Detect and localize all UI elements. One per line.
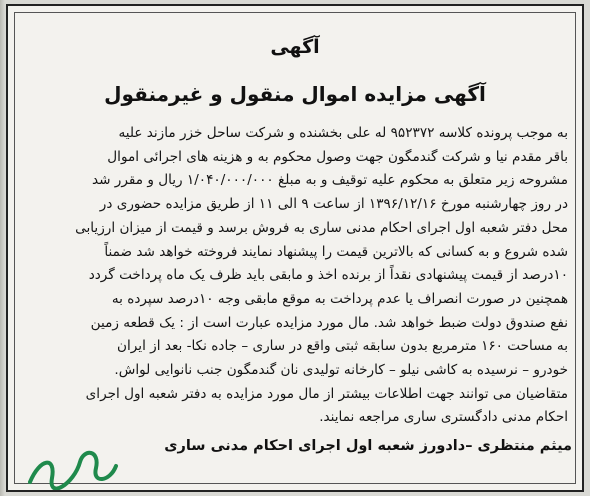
body-line: در روز چهارشنبه مورخ ۱۳۹۶/۱۲/۱۶ از ساعت ۹ الی ۱۱ از طریق مزایده حضوری در xyxy=(99,196,568,213)
body-line: خودرو – نرسیده به کاشی نیلو – کارخانه تولیدی نان گندمگون جنب نانوایی لواش. xyxy=(114,362,568,379)
body-line: به موجب پرونده کلاسه ۹۵۲۳۷۲ له علی بخشنده و شرکت ساحل خزر مازند علیه xyxy=(118,125,568,141)
body-line: باقر مقدم نیا و شرکت گندمگون جهت وصول محکوم به و هزینه های اجرائی اموال xyxy=(107,148,568,165)
body-line: به مساحت ۱۶۰ مترمربع بدون سابقه ثبتی واقع در ساری – جاده نکا- بعد از ایران xyxy=(117,338,568,355)
body-line: همچنین در صورت انصراف یا عدم پرداخت به موقع مابقی وجه ۱۰درصد سپرده به xyxy=(111,290,568,307)
body-line: محل دفتر شعبه اول اجرای احکام مدنی ساری به فروش برسد و قیمت از میزان ارزیابی xyxy=(75,219,568,236)
body-line: ۱۰درصد از قیمت پیشنهادی نقداً از برنده اخذ و مابقی باید ظرف یک ماه پرداخت گردد xyxy=(88,267,568,284)
body-line: شده شروع و به کسانی که بالاترین قیمت را پیشنهاد نمایند فروخته خواهد شد ضمناً xyxy=(104,243,568,260)
notice-subtitle: آگهی مزایده اموال منقول و غیرمنقول xyxy=(104,82,486,106)
handwritten-mark xyxy=(22,438,122,490)
notice-title: آگهی xyxy=(270,36,320,58)
newspaper-notice xyxy=(6,4,584,492)
page-edge-shadow xyxy=(0,0,5,496)
body-line: مشروحه زیر متعلق به محکوم علیه توقیف و به مبلغ ۱/۰۴۰/۰۰۰/۰۰۰ ریال و مقرر شد xyxy=(91,172,568,189)
body-line: احکام مدنی دادگستری ساری مراجعه نمایند. xyxy=(319,409,568,426)
notice-body xyxy=(22,122,568,430)
notice-signature: میثم منتظری –دادورز شعبه اول اجرای احکام مدنی ساری xyxy=(164,438,572,454)
body-line: نفع صندوق دولت ضبط خواهد شد. مال مورد مزایده عبارت است از : یک قطعه زمین xyxy=(90,314,568,331)
body-line: متقاضیان می توانند جهت اطلاعات بیشتر از مال مورد مزایده به دفتر شعبه اول اجرای xyxy=(85,385,568,402)
